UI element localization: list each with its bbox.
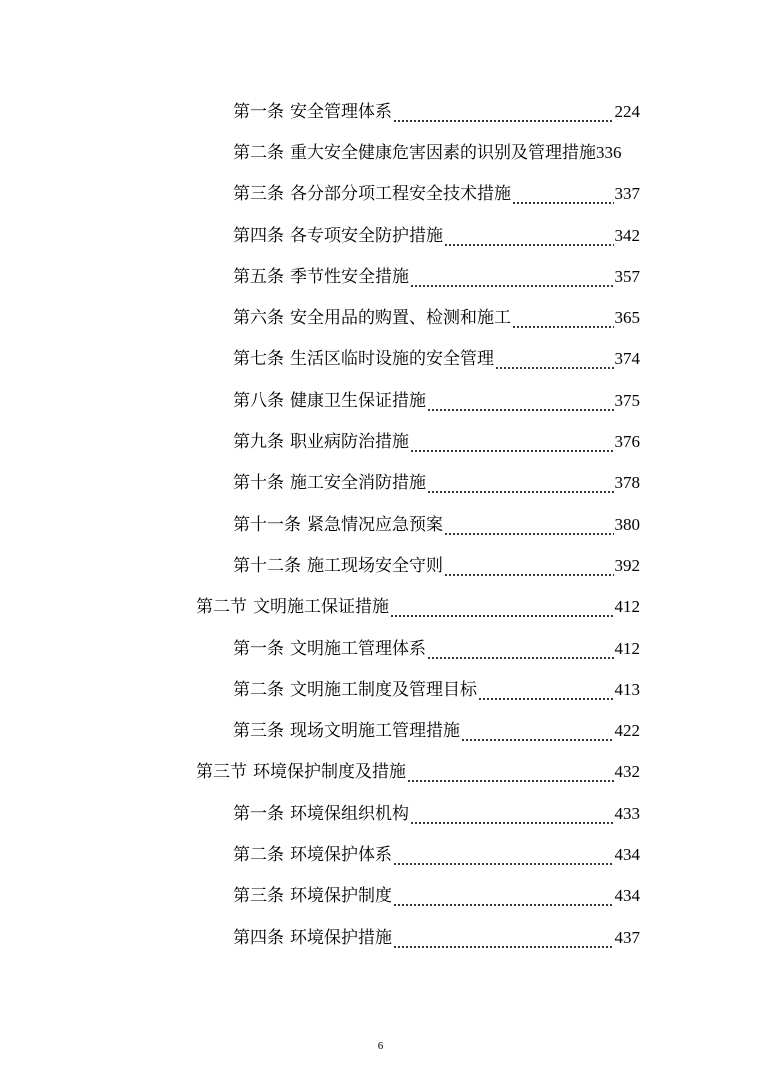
toc-entry-page: 376 xyxy=(614,432,640,452)
toc-entry[interactable] xyxy=(0,628,640,669)
toc-dot-leader xyxy=(478,683,614,705)
toc-entry[interactable] xyxy=(0,834,640,875)
toc-entry-title: 各专项安全防护措施 xyxy=(290,225,443,246)
toc-entry-title: 安全管理体系 xyxy=(290,101,392,122)
toc-entry-page: 357 xyxy=(614,266,640,286)
toc-dot-leader xyxy=(410,807,614,829)
toc-entry-number: 第一条 xyxy=(233,803,284,824)
toc-entry-page: 434 xyxy=(614,844,640,864)
toc-entry-page: 375 xyxy=(614,390,640,410)
toc-entry-title: 文明施工管理体系 xyxy=(290,638,426,659)
toc-entry-title: 环境保护体系 xyxy=(290,844,392,865)
toc-entry-title: 季节性安全措施 xyxy=(290,266,409,287)
toc-entry-number: 第十条 xyxy=(233,473,284,494)
toc-dot-leader xyxy=(393,931,614,953)
toc-entry-title: 环境保护制度及措施 xyxy=(253,762,406,783)
toc-entry-page: 422 xyxy=(614,721,640,741)
toc-entry-number: 第六条 xyxy=(233,308,284,329)
toc-dot-leader xyxy=(495,352,614,374)
toc-entry-title: 文明施工保证措施 xyxy=(253,597,389,618)
toc-entry-page: 365 xyxy=(614,308,640,328)
toc-entry[interactable] xyxy=(0,587,640,628)
toc-entry-page: 336 xyxy=(596,142,622,162)
toc-entry-title: 环境保组织机构 xyxy=(290,803,409,824)
toc-entry[interactable] xyxy=(0,463,640,504)
toc-entry[interactable] xyxy=(0,91,640,132)
toc-entry[interactable] xyxy=(0,132,640,173)
table-of-contents xyxy=(0,91,761,958)
toc-dot-leader xyxy=(444,518,614,540)
toc-entry-number: 第七条 xyxy=(233,349,284,370)
toc-entry-number: 第五条 xyxy=(233,266,284,287)
toc-entry-title: 施工安全消防措施 xyxy=(290,473,426,494)
toc-entry-number: 第九条 xyxy=(233,432,284,453)
toc-entry-page: 378 xyxy=(614,473,640,493)
toc-entry-page: 224 xyxy=(614,101,640,121)
toc-entry-number: 第二节 xyxy=(196,597,247,618)
toc-dot-leader xyxy=(461,724,614,746)
toc-dot-leader xyxy=(393,105,614,127)
toc-entry-number: 第四条 xyxy=(233,225,284,246)
toc-dot-leader xyxy=(427,642,614,664)
toc-entry-number: 第一条 xyxy=(233,638,284,659)
toc-entry-page: 433 xyxy=(614,803,640,823)
toc-entry-number: 第四条 xyxy=(233,927,284,948)
toc-entry-title: 环境保护制度 xyxy=(290,886,392,907)
toc-entry[interactable] xyxy=(0,710,640,751)
toc-entry-page: 434 xyxy=(614,886,640,906)
toc-entry-number: 第二条 xyxy=(233,844,284,865)
toc-entry-title: 健康卫生保证措施 xyxy=(290,390,426,411)
toc-entry[interactable] xyxy=(0,669,640,710)
toc-entry-number: 第八条 xyxy=(233,390,284,411)
toc-dot-leader xyxy=(410,270,614,292)
toc-entry-title: 施工现场安全守则 xyxy=(307,555,443,576)
toc-entry-page: 432 xyxy=(614,762,640,782)
toc-entry-number: 第三条 xyxy=(233,184,284,205)
toc-dot-leader xyxy=(407,765,614,787)
toc-entry-number: 第二条 xyxy=(233,679,284,700)
toc-entry-page: 374 xyxy=(614,349,640,369)
toc-entry[interactable] xyxy=(0,876,640,917)
toc-dot-leader xyxy=(393,848,614,870)
toc-entry-page: 337 xyxy=(614,184,640,204)
toc-entry-title: 安全用品的购置、检测和施工 xyxy=(290,308,511,329)
toc-entry[interactable] xyxy=(0,380,640,421)
toc-entry[interactable] xyxy=(0,421,640,462)
toc-entry[interactable] xyxy=(0,297,640,338)
toc-entry-title: 紧急情况应急预案 xyxy=(307,514,443,535)
toc-entry-title: 各分部分项工程安全技术措施 xyxy=(290,184,511,205)
toc-entry-page: 392 xyxy=(614,555,640,575)
toc-entry[interactable] xyxy=(0,752,640,793)
toc-entry[interactable] xyxy=(0,256,640,297)
page-number: 6 xyxy=(377,1040,384,1052)
toc-dot-leader xyxy=(410,435,614,457)
toc-entry-title: 文明施工制度及管理目标 xyxy=(290,679,477,700)
toc-entry-number: 第三条 xyxy=(233,721,284,742)
toc-entry[interactable] xyxy=(0,793,640,834)
toc-dot-leader xyxy=(512,311,614,333)
toc-dot-leader xyxy=(444,559,614,581)
toc-entry-title: 生活区临时设施的安全管理 xyxy=(290,349,494,370)
toc-entry[interactable] xyxy=(0,339,640,380)
toc-entry-page: 412 xyxy=(614,638,640,658)
toc-entry-number: 第十一条 xyxy=(233,514,301,535)
toc-entry-page: 342 xyxy=(614,225,640,245)
toc-dot-leader xyxy=(393,889,614,911)
toc-entry-title: 环境保护措施 xyxy=(290,927,392,948)
toc-dot-leader xyxy=(444,229,614,251)
toc-entry[interactable] xyxy=(0,215,640,256)
toc-entry[interactable] xyxy=(0,504,640,545)
toc-entry[interactable] xyxy=(0,545,640,586)
toc-entry-title: 职业病防治措施 xyxy=(290,432,409,453)
toc-entry-page: 413 xyxy=(614,679,640,699)
toc-entry-number: 第三节 xyxy=(196,762,247,783)
toc-dot-leader xyxy=(512,187,614,209)
toc-dot-leader xyxy=(427,394,614,416)
toc-entry-title: 重大安全健康危害因素的识别及管理措施 xyxy=(290,142,596,163)
toc-entry-number: 第十二条 xyxy=(233,555,301,576)
toc-dot-leader xyxy=(427,476,614,498)
toc-entry-page: 380 xyxy=(614,514,640,534)
toc-entry-title: 现场文明施工管理措施 xyxy=(290,721,460,742)
toc-dot-leader xyxy=(390,600,614,622)
toc-entry-number: 第一条 xyxy=(233,101,284,122)
toc-entry-page: 437 xyxy=(614,927,640,947)
toc-entry-page: 412 xyxy=(614,597,640,617)
toc-entry[interactable] xyxy=(0,174,640,215)
toc-entry-number: 第三条 xyxy=(233,886,284,907)
toc-entry-number: 第二条 xyxy=(233,142,284,163)
toc-entry[interactable] xyxy=(0,917,640,958)
